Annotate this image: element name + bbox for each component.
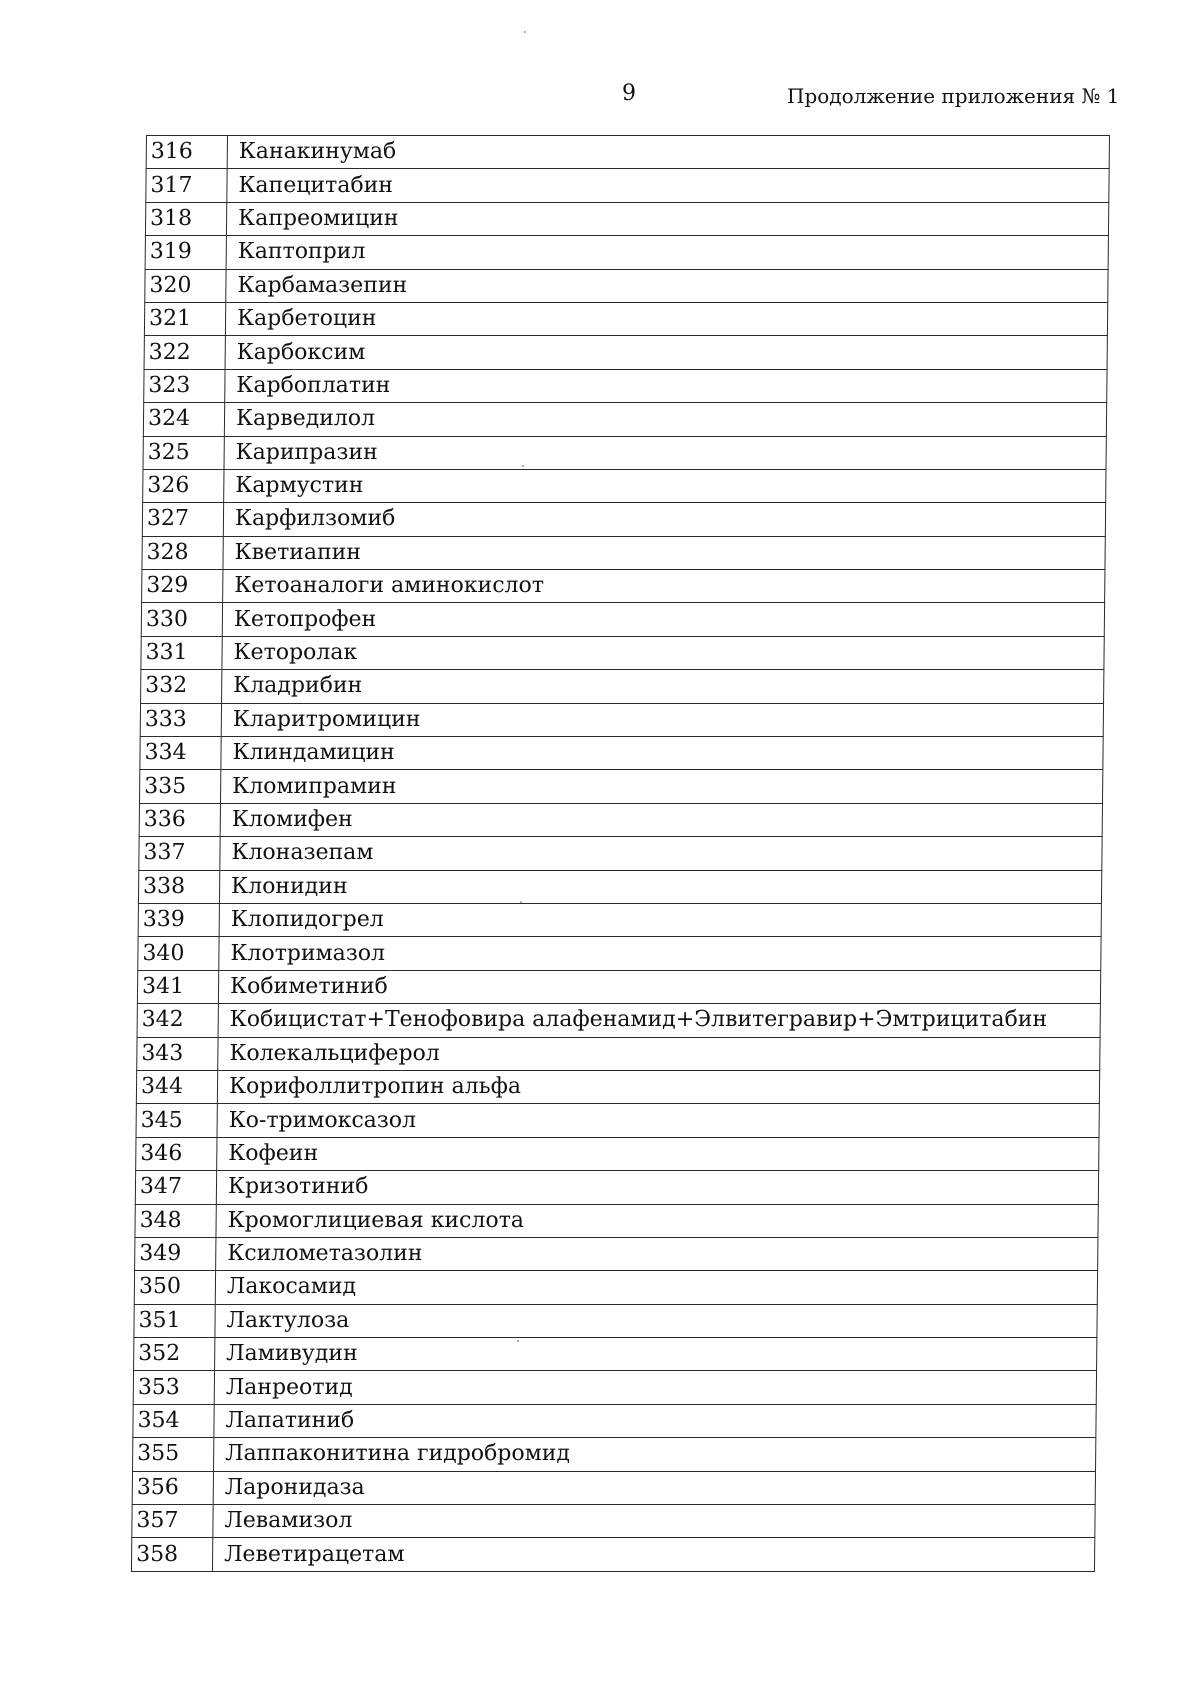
row-number: 343 [137, 1037, 218, 1070]
table-row [146, 169, 1109, 202]
drug-name: Ксилометазолин [216, 1237, 1098, 1270]
drug-name: Колекальциферол [218, 1037, 1100, 1070]
drug-name: Клотримазол [219, 937, 1101, 970]
row-number: 333 [140, 703, 221, 736]
table-row [136, 1104, 1099, 1137]
table-row [141, 670, 1104, 703]
row-number: 353 [133, 1371, 214, 1404]
table-row [132, 1471, 1095, 1504]
table-row [137, 970, 1100, 1003]
row-number: 323 [144, 369, 225, 402]
table-row [137, 1004, 1100, 1037]
row-number: 338 [138, 870, 219, 903]
table-row [135, 1237, 1098, 1270]
row-number: 337 [139, 837, 220, 870]
drug-name: Карведилол [224, 403, 1106, 436]
row-number: 332 [141, 670, 222, 703]
table-row [136, 1070, 1099, 1103]
table-row [145, 269, 1108, 302]
row-number: 318 [145, 202, 226, 235]
row-number: 329 [142, 570, 223, 603]
drug-name: Кромоглициевая кислота [216, 1204, 1098, 1237]
drug-name: Карбетоцин [225, 302, 1107, 335]
row-number: 335 [140, 770, 221, 803]
drug-name: Ланреотид [214, 1371, 1096, 1404]
table-row [142, 570, 1105, 603]
drug-name: Клиндамицин [221, 737, 1103, 770]
table-row [138, 870, 1101, 903]
drug-name: Кетопрофен [222, 603, 1104, 636]
table-row [136, 1137, 1099, 1170]
table-row [140, 770, 1103, 803]
row-number: 357 [132, 1505, 213, 1538]
row-number: 322 [144, 336, 225, 369]
drug-name: Карбамазепин [226, 269, 1108, 302]
drug-name: Кладрибин [222, 670, 1104, 703]
table-row [140, 703, 1103, 736]
drug-list-table [131, 135, 1110, 1572]
row-number: 347 [135, 1171, 216, 1204]
row-number: 348 [135, 1204, 216, 1237]
drug-name: Корифоллитропин альфа [217, 1070, 1099, 1103]
drug-name: Лакосамид [215, 1271, 1097, 1304]
row-number: 331 [141, 636, 222, 669]
drug-name: Кларитромицин [221, 703, 1103, 736]
drug-name: Кобицистат+Тенофовира алафенамид+Элвитегравир+Эмтрицитабин [218, 1004, 1100, 1037]
drug-name: Ларонидаза [213, 1471, 1095, 1504]
drug-name: Карбоксим [225, 336, 1107, 369]
drug-name: Кломипрамин [221, 770, 1103, 803]
drug-name: Кармустин [224, 469, 1106, 502]
row-number: 340 [138, 937, 219, 970]
row-number: 341 [137, 970, 218, 1003]
drug-name: Карипразин [224, 436, 1106, 469]
drug-list-body [131, 136, 1109, 1572]
row-number: 344 [136, 1070, 217, 1103]
row-number: 354 [133, 1404, 214, 1437]
row-number: 324 [143, 403, 224, 436]
table-row [132, 1505, 1095, 1538]
row-number: 327 [142, 503, 223, 536]
table-row [143, 436, 1106, 469]
table-row [133, 1438, 1096, 1471]
row-number: 316 [146, 136, 227, 169]
row-number: 352 [134, 1338, 215, 1371]
row-number: 320 [145, 269, 226, 302]
row-number: 336 [139, 803, 220, 836]
table-row [131, 1538, 1094, 1571]
table-row [143, 403, 1106, 436]
row-number: 328 [142, 536, 223, 569]
table-row [144, 302, 1107, 335]
appendix-continuation-note: Продолжение приложения № 1 [787, 84, 1120, 108]
row-number: 339 [138, 903, 219, 936]
row-number: 319 [145, 236, 226, 269]
table-row [142, 536, 1105, 569]
row-number: 342 [137, 1004, 218, 1037]
row-number: 349 [135, 1237, 216, 1270]
row-number: 321 [144, 302, 225, 335]
table-row [134, 1338, 1097, 1371]
table-row [143, 469, 1106, 502]
table-row [144, 369, 1107, 402]
table-row [134, 1304, 1097, 1337]
row-number: 325 [143, 436, 224, 469]
table-row [137, 1037, 1100, 1070]
drug-name: Карбоплатин [225, 369, 1107, 402]
drug-name: Кеторолак [222, 636, 1104, 669]
table-row [145, 236, 1108, 269]
table-row [139, 837, 1102, 870]
table-row [135, 1204, 1098, 1237]
drug-name: Леветирацетам [212, 1538, 1094, 1571]
row-number: 326 [143, 469, 224, 502]
table-row [142, 503, 1105, 536]
drug-name: Канакинумаб [227, 136, 1109, 169]
table-row [135, 1171, 1098, 1204]
drug-name: Лапатиниб [214, 1404, 1096, 1437]
table-row [138, 937, 1101, 970]
drug-name: Каптоприл [226, 236, 1108, 269]
drug-name: Кветиапин [223, 536, 1105, 569]
table-row [140, 737, 1103, 770]
drug-name: Клонидин [219, 870, 1101, 903]
table-row [146, 136, 1109, 169]
drug-name: Ко-тримоксазол [217, 1104, 1099, 1137]
table-row [141, 636, 1104, 669]
row-number: 356 [132, 1471, 213, 1504]
table-row [139, 803, 1102, 836]
drug-name: Кетоаналоги аминокислот [223, 570, 1105, 603]
drug-name: Кризотиниб [216, 1171, 1098, 1204]
drug-name: Ламивудин [215, 1338, 1097, 1371]
row-number: 358 [131, 1538, 212, 1571]
drug-name: Клоназепам [220, 837, 1102, 870]
page-number: 9 [622, 81, 636, 106]
drug-name: Клопидогрел [219, 903, 1101, 936]
row-number: 355 [133, 1438, 214, 1471]
scan-speck [524, 31, 526, 33]
row-number: 350 [134, 1271, 215, 1304]
table-row [133, 1404, 1096, 1437]
table-row [134, 1271, 1097, 1304]
row-number: 317 [146, 169, 227, 202]
drug-name: Карфилзомиб [223, 503, 1105, 536]
table-row [138, 903, 1101, 936]
table-row [133, 1371, 1096, 1404]
drug-name: Лаппаконитина гидробромид [214, 1438, 1096, 1471]
table-row [145, 202, 1108, 235]
row-number: 345 [136, 1104, 217, 1137]
drug-name: Кобиметиниб [218, 970, 1100, 1003]
drug-name: Кофеин [217, 1137, 1099, 1170]
drug-name: Левамизол [213, 1505, 1095, 1538]
drug-name: Капецитабин [227, 169, 1109, 202]
drug-name: Лактулоза [215, 1304, 1097, 1337]
drug-name: Кломифен [220, 803, 1102, 836]
row-number: 346 [136, 1137, 217, 1170]
row-number: 351 [134, 1304, 215, 1337]
row-number: 330 [141, 603, 222, 636]
drug-name: Капреомицин [226, 202, 1108, 235]
table-row [141, 603, 1104, 636]
row-number: 334 [140, 737, 221, 770]
table-row [144, 336, 1107, 369]
